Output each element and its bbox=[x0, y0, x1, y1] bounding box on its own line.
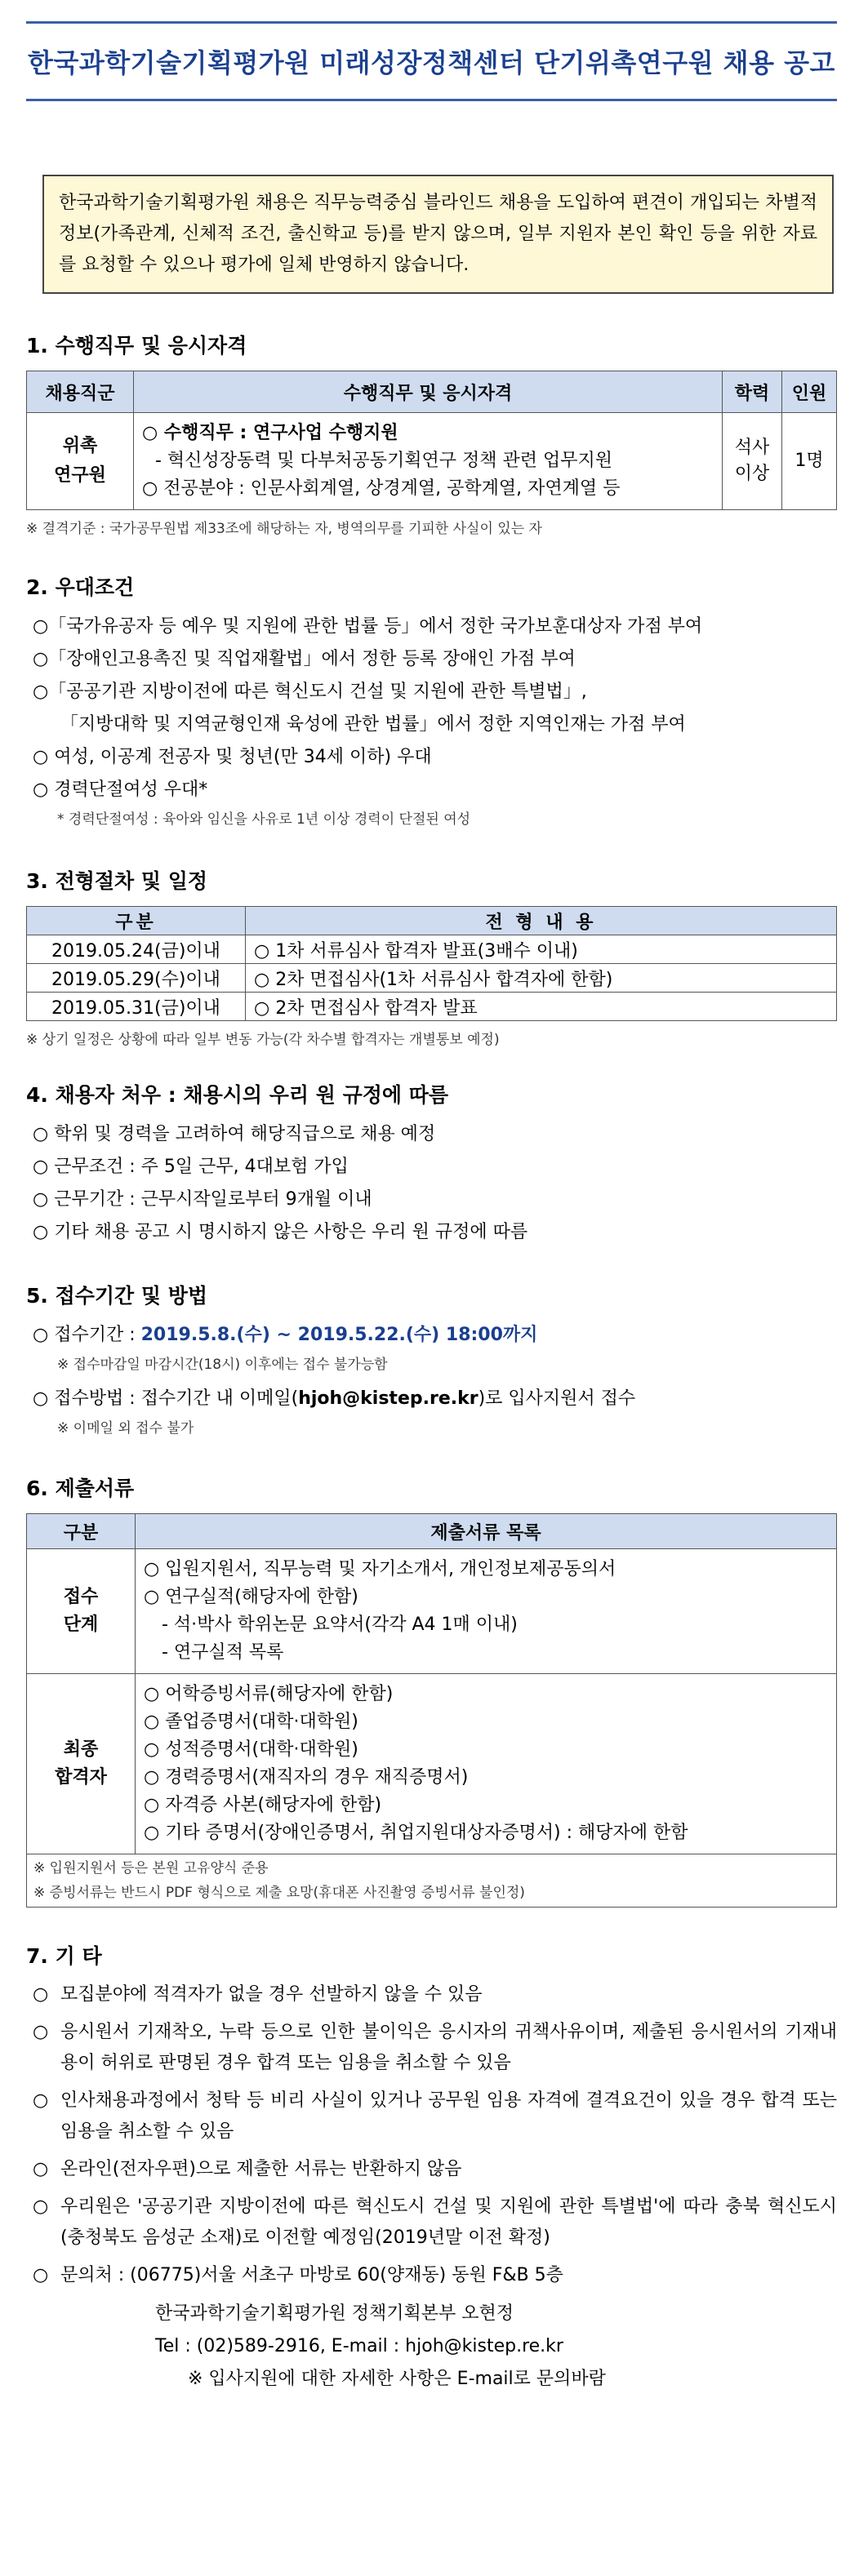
documents-table bbox=[26, 1513, 837, 1908]
section-documents bbox=[26, 1474, 837, 1908]
table-row bbox=[27, 993, 837, 1021]
section-preferences bbox=[26, 573, 837, 833]
method-suffix: )로 입사지원서 접수 bbox=[478, 1388, 636, 1409]
schedule-desc: ○ 1차 서류심사 합격자 발표(3배수 이내) bbox=[246, 935, 837, 964]
method-email[interactable]: hjoh@kistep.re.kr bbox=[298, 1388, 479, 1409]
bullet-icon: ○ bbox=[33, 2022, 49, 2042]
education-requirement bbox=[723, 413, 782, 510]
bullet-icon: ○ bbox=[33, 2196, 49, 2217]
title-bottom-rule bbox=[26, 99, 837, 101]
document-line: ○ 입원지원서, 직무능력 및 자기소개서, 개인정보제공동의서 bbox=[144, 1559, 617, 1579]
table-header-row bbox=[27, 371, 837, 413]
table-row bbox=[27, 1674, 837, 1854]
section-heading: 6. 제출서류 bbox=[26, 1477, 135, 1500]
header-date: 구분 bbox=[27, 907, 246, 935]
disqualification-note: ※ 결격기준 : 국가공무원법 제33조에 해당하는 자, 병역의무를 기피한 사실이 있는 자 bbox=[26, 521, 542, 537]
list-item bbox=[33, 2154, 837, 2185]
document-note: ※ 입원지원서 등은 본원 고유양식 준용 bbox=[33, 1860, 269, 1876]
job-category-line: 연구원 bbox=[54, 465, 106, 486]
schedule-table bbox=[26, 906, 837, 1021]
document-line: ○ 졸업증명서(대학·대학원) bbox=[144, 1712, 358, 1732]
page bbox=[0, 21, 868, 2576]
duty-line: ○ 수행직무 : 연구사업 수행지원 bbox=[142, 423, 398, 443]
list-item-text: 응시원서 기재착오, 누락 등으로 인한 불이익은 응시자의 귀책사유이며, 제출된 응시원서의 기재내용이 허위로 판명된 경우 합격 또는 임용을 취소할 수 있음 bbox=[60, 2022, 837, 2073]
table-row bbox=[27, 935, 837, 964]
list-item: ○ 근무조건 : 주 5일 근무, 4대보험 가입 bbox=[33, 1157, 349, 1177]
section-heading: 5. 접수기간 및 방법 bbox=[26, 1284, 208, 1308]
bullet-icon: ○ bbox=[33, 2090, 49, 2111]
application-list bbox=[26, 1319, 837, 1441]
section-schedule bbox=[26, 867, 837, 1048]
bullet-icon: ○ bbox=[33, 1984, 49, 2005]
bullet-icon: ○ bbox=[33, 2159, 49, 2179]
stage-category-line: 접수 bbox=[63, 1587, 99, 1607]
documents-notes bbox=[27, 1854, 837, 1908]
stage-category-line: 최종 bbox=[63, 1739, 99, 1760]
header-content: 전 형 내 용 bbox=[246, 907, 837, 935]
list-item bbox=[33, 1979, 837, 2010]
method-note: ※ 이메일 외 접수 불가 bbox=[57, 1420, 194, 1437]
list-item bbox=[33, 2192, 837, 2254]
section-duties bbox=[26, 331, 837, 537]
header-education: 학력 bbox=[723, 371, 782, 413]
application-method bbox=[33, 1383, 837, 1415]
treatment-list bbox=[26, 1118, 837, 1249]
list-item: 「지방대학 및 지역균형인재 육성에 관한 법률」에서 정한 지역인재는 가점 부여 bbox=[60, 714, 686, 735]
schedule-desc: ○ 2차 면접심사 합격자 발표 bbox=[246, 993, 837, 1021]
header-documents: 제출서류 목록 bbox=[136, 1514, 837, 1549]
table-row bbox=[27, 1549, 837, 1674]
document-line: - 석·박사 학위논문 요약서(각각 A4 1매 이내) bbox=[162, 1614, 518, 1635]
list-item-text: 우리원은 '공공기관 지방이전에 따른 혁신도시 건설 및 지원에 관한 특별법'에 따라 충북 혁신도시(충청북도 음성군 소재)로 이전할 예정임(2019년말 이전 확정) bbox=[60, 2196, 837, 2248]
list-item: ○ 여성, 이공계 전공자 및 청년(만 34세 이하) 우대 bbox=[33, 747, 432, 767]
duty-line: - 혁신성장동력 및 다부처공동기획연구 정책 관련 업무지원 bbox=[155, 451, 612, 471]
document-line: - 연구실적 목록 bbox=[162, 1642, 284, 1663]
document-line: ○ 자격증 사본(해당자에 한함) bbox=[144, 1795, 382, 1815]
period-value: 2019.5.8.(수) ~ 2019.5.22.(수) 18:00까지 bbox=[140, 1325, 538, 1345]
list-item: ○「공공기관 지방이전에 따른 혁신도시 건설 및 지원에 관한 특별법」, bbox=[33, 682, 587, 702]
contact-org: 한국과학기술기획평가원 정책기획본부 오현정 bbox=[155, 2303, 514, 2324]
duties-table bbox=[26, 371, 837, 510]
education-line: 석사 bbox=[734, 437, 770, 458]
hire-count: 1명 bbox=[782, 413, 837, 510]
list-item bbox=[33, 2017, 837, 2079]
method-prefix: ○ 접수방법 : 접수기간 내 이메일( bbox=[33, 1388, 299, 1409]
schedule-date: 2019.05.29(수)이내 bbox=[27, 964, 246, 993]
list-item: ○ 근무기간 : 근무시작일로부터 9개월 이내 bbox=[33, 1189, 372, 1210]
section-heading: 3. 전형절차 및 일정 bbox=[26, 869, 208, 893]
list-item bbox=[33, 2085, 837, 2147]
list-item-text: 모집분야에 적격자가 없을 경우 선발하지 않을 수 있음 bbox=[60, 1984, 483, 2005]
list-item: ○「장애인고용촉진 및 직업재활법」에서 정한 등록 장애인 가점 부여 bbox=[33, 649, 576, 669]
section-misc bbox=[26, 1942, 837, 2396]
stage-documents bbox=[136, 1549, 837, 1674]
header-stage: 구분 bbox=[27, 1514, 136, 1549]
misc-list bbox=[26, 1979, 837, 2396]
preference-footnote: * 경력단절여성 : 육아와 임신을 사유로 1년 이상 경력이 단절된 여성 bbox=[57, 811, 471, 828]
period-note: ※ 접수마감일 마감시간(18시) 이후에는 접수 불가능함 bbox=[57, 1357, 388, 1373]
list-item bbox=[33, 2260, 837, 2291]
stage-category bbox=[27, 1549, 136, 1674]
duties-description bbox=[134, 413, 723, 510]
schedule-date: 2019.05.24(금)이내 bbox=[27, 935, 246, 964]
period-label: ○ 접수기간 : bbox=[33, 1325, 136, 1345]
page-title: 한국과학기술기획평가원 미래성장정책센터 단기위촉연구원 채용 공고 bbox=[28, 47, 835, 78]
blind-hiring-notice: 한국과학기술기획평가원 채용은 직무능력중심 블라인드 채용을 도입하여 편견이 개입되는 차별적 정보(가족관계, 신체적 조건, 출신학교 등)를 받지 않으며, 일부 지원자 본인 확인 등을 위한 자료를 요청할 수 있으나 평가에 일체 반영하지 않습니다. bbox=[42, 175, 834, 294]
document-note: ※ 증빙서류는 반드시 PDF 형식으로 제출 요망(휴대폰 사진촬영 증빙서류 불인정) bbox=[33, 1885, 525, 1901]
list-item-text: 인사채용과정에서 청탁 등 비리 사실이 있거나 공무원 임용 자격에 결격요건이 있을 경우 합격 또는 임용을 취소할 수 있음 bbox=[60, 2090, 837, 2142]
list-item: ○ 경력단절여성 우대* bbox=[33, 779, 208, 800]
list-item: ○「국가유공자 등 예우 및 지원에 관한 법률 등」에서 정한 국가보훈대상자 가점 부여 bbox=[33, 616, 703, 637]
job-category bbox=[27, 413, 134, 510]
contact-note: ※ 입사지원에 대한 자세한 사항은 E-mail로 문의바람 bbox=[188, 2369, 606, 2389]
job-category-line: 위촉 bbox=[62, 436, 98, 456]
stage-documents bbox=[136, 1674, 837, 1854]
application-period bbox=[33, 1319, 837, 1352]
education-line: 이상 bbox=[734, 464, 770, 484]
bullet-icon: ○ bbox=[33, 2265, 49, 2285]
schedule-date: 2019.05.31(금)이내 bbox=[27, 993, 246, 1021]
duty-line: ○ 전공분야 : 인문사회계열, 상경계열, 공학계열, 자연계열 등 bbox=[142, 478, 621, 499]
section-heading: 7. 기 타 bbox=[26, 1944, 102, 1968]
list-item-text: 문의처 : (06775)서울 서초구 마방로 60(양재동) 동원 F&B 5층 bbox=[60, 2265, 563, 2285]
stage-category-line: 합격자 bbox=[55, 1767, 107, 1788]
title-banner bbox=[26, 21, 837, 101]
section-application bbox=[26, 1281, 837, 1441]
table-row bbox=[27, 413, 837, 510]
document-line: ○ 성적증명서(대학·대학원) bbox=[144, 1739, 358, 1760]
document-line: ○ 어학증빙서류(해당자에 한함) bbox=[144, 1684, 394, 1704]
document-line: ○ 경력증명서(재직자의 경우 재직증명서) bbox=[144, 1767, 469, 1788]
stage-category-line: 단계 bbox=[63, 1614, 99, 1635]
schedule-note: ※ 상기 일정은 상황에 따라 일부 변동 가능(각 차수별 합격자는 개별통보 예정) bbox=[26, 1032, 500, 1048]
document-line: ○ 기타 증명서(장애인증명서, 취업지원대상자증명서) : 해당자에 한함 bbox=[144, 1823, 688, 1843]
stage-category bbox=[27, 1674, 136, 1854]
preference-list bbox=[26, 611, 837, 833]
section-heading: 1. 수행직무 및 응시자격 bbox=[26, 334, 247, 358]
table-header-row bbox=[27, 907, 837, 935]
table-row bbox=[27, 964, 837, 993]
contact-tel[interactable]: Tel : (02)589-2916, E-mail : hjoh@kistep.re.kr bbox=[155, 2336, 563, 2356]
section-treatment bbox=[26, 1081, 837, 1249]
table-header-row bbox=[27, 1514, 837, 1549]
header-category: 채용직군 bbox=[27, 371, 134, 413]
list-item: ○ 학위 및 경력을 고려하여 해당직급으로 채용 예정 bbox=[33, 1124, 436, 1144]
table-row bbox=[27, 1854, 837, 1908]
header-duties: 수행직무 및 응시자격 bbox=[134, 371, 723, 413]
document-line: ○ 연구실적(해당자에 한함) bbox=[144, 1587, 358, 1607]
header-count: 인원 bbox=[782, 371, 837, 413]
list-item: ○ 기타 채용 공고 시 명시하지 않은 사항은 우리 원 규정에 따름 bbox=[33, 1222, 528, 1242]
section-heading: 4. 채용자 처우 : 채용시의 우리 원 규정에 따름 bbox=[26, 1083, 449, 1107]
schedule-desc: ○ 2차 면접심사(1차 서류심사 합격자에 한함) bbox=[246, 964, 837, 993]
section-heading: 2. 우대조건 bbox=[26, 575, 135, 599]
list-item-text: 온라인(전자우편)으로 제출한 서류는 반환하지 않음 bbox=[60, 2159, 462, 2179]
